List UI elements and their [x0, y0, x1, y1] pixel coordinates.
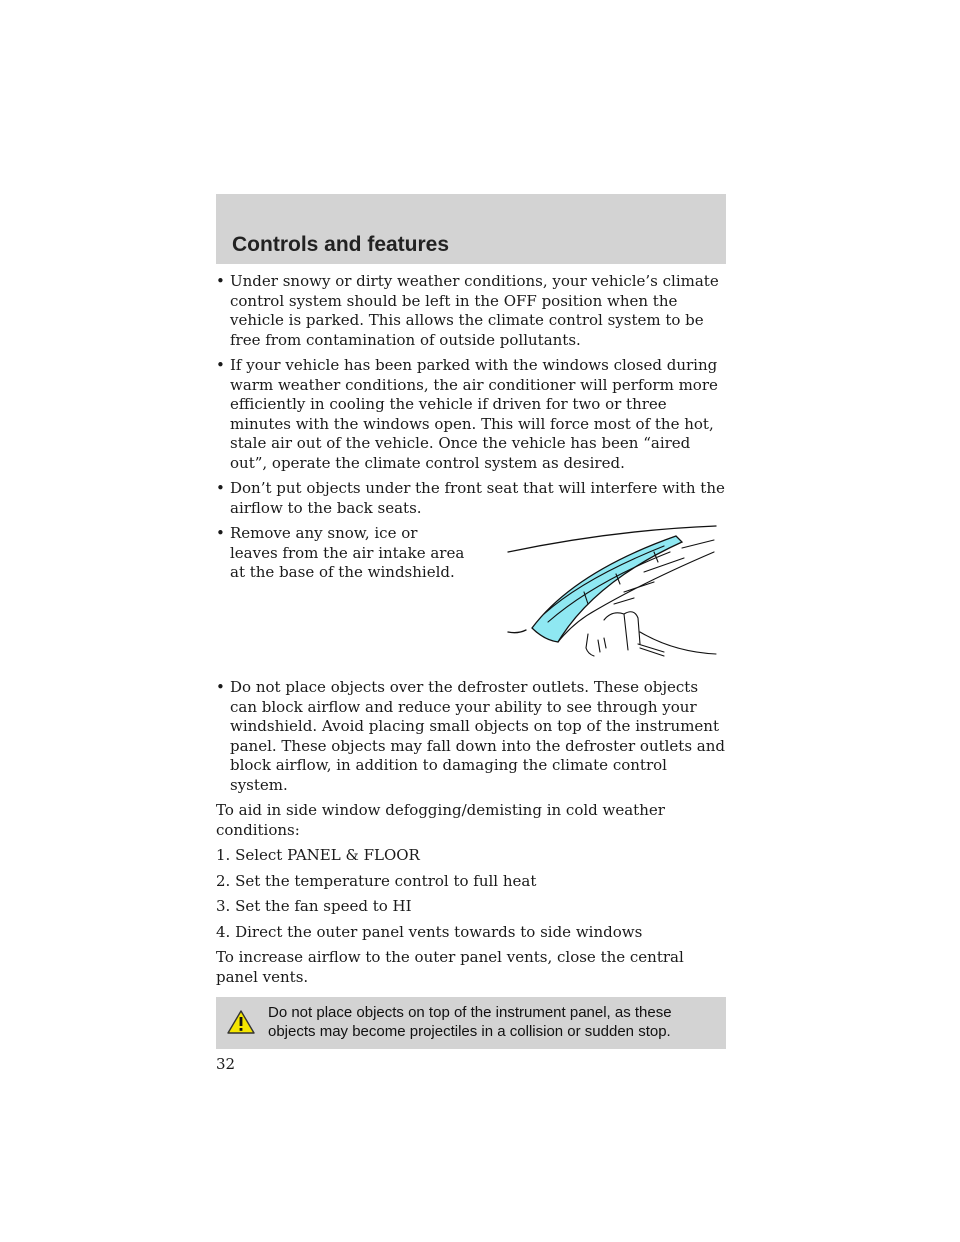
- bullet-air-intake: • Remove any snow, ice or leaves from the air intake area at the base of the windshield.: [216, 524, 466, 672]
- bullet-parked-windows: • If your vehicle has been parked with the windows closed during warm weather conditions, the air conditioner will perform more efficiently in cooling the vehicle if driven for two or three minutes with the windows open. This will force most of the hot, stale air out of the vehicle. Once the vehicle has been “aired out”, operate the climate control system as desired.: [216, 356, 726, 473]
- bullet-snowy-weather: • Under snowy or dirty weather conditions, your vehicle’s climate control system should be left in the OFF position when the vehicle is parked. This allows the climate control system to be free from contamination of outside pollutants.: [216, 272, 726, 350]
- air-intake-cowl-icon: [532, 536, 682, 642]
- windshield-air-intake-illustration: [504, 522, 726, 672]
- section-title: Controls and features: [232, 233, 450, 256]
- bullet-defroster: • Do not place objects over the defroster outlets. These objects can block airflow and reduce your ability to see through your windshield. Avoid placing small objects on top of the instrument panel. These objects may fall down into the defroster outlets and block airflow, in addition to damaging the climate control system.: [216, 678, 726, 795]
- step-3: 3. Set the fan speed to HI: [216, 897, 412, 915]
- warning-box: [216, 997, 726, 1049]
- step-1: 1. Select PANEL & FLOOR: [216, 846, 420, 864]
- page-content: [216, 272, 726, 1049]
- step-2: 2. Set the temperature control to full heat: [216, 871, 537, 890]
- warning-triangle-icon: [226, 1009, 256, 1035]
- bullet-front-seat: • Don’t put objects under the front seat that will interfere with the airflow to the back seats.: [216, 479, 726, 518]
- defog-intro: To aid in side window defogging/demisting in cold weather conditions:: [216, 801, 665, 839]
- step-4: 4. Direct the outer panel vents towards to side windows: [216, 922, 643, 941]
- section-header: [216, 194, 726, 264]
- warning-text: Do not place objects on top of the instrument panel, as these objects may become projectiles in a collision or sudden stop.: [268, 1004, 672, 1040]
- airflow-tip: To increase airflow to the outer panel vents, close the central panel vents.: [216, 948, 684, 986]
- air-intake-block: [216, 524, 726, 672]
- page-number: 32: [216, 1055, 236, 1073]
